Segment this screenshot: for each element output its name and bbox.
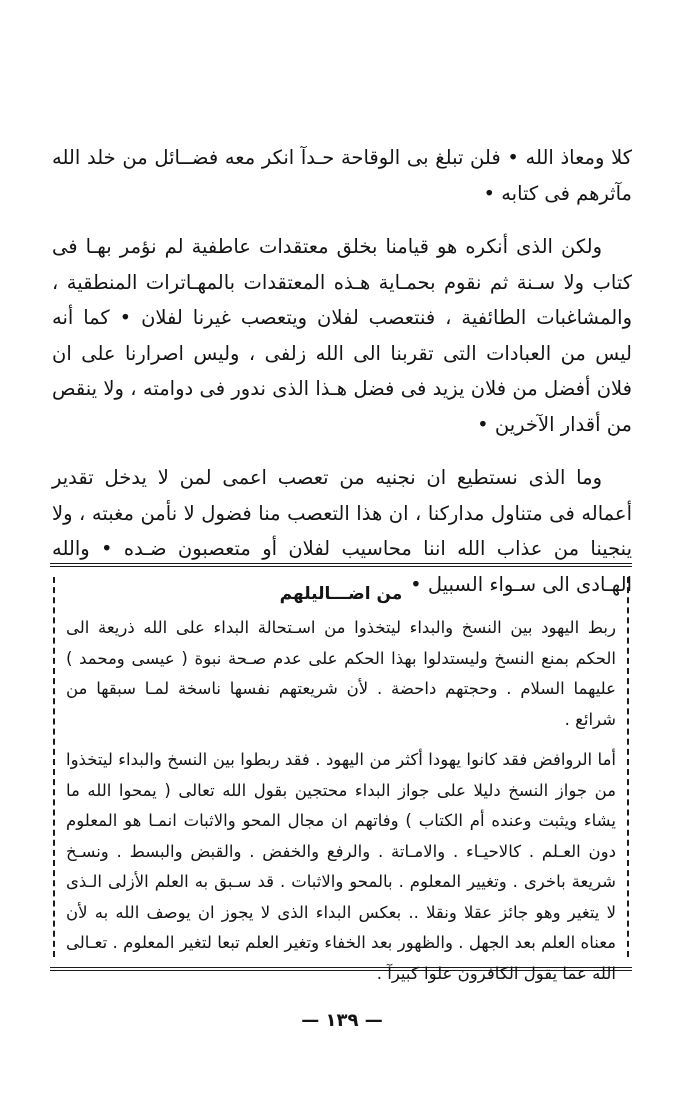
paragraph-1: كلا ومعاذ الله • فلن تبلغ بى الوقاحة حـدآ انكر معه فضــائل من خلد الله مآثرهم فى كتابه • — [52, 146, 632, 205]
box-paragraph-2: أما الروافض فقد كانوا يهودا أكثر من اليهود . فقد ربطوا بين النسخ والبداء ليتخذوا من جواز النسخ دليلا على جواز البداء محتجين بقول الله تعالى ( يمحوا الله ما يشاء ويثبت وعنده أم الكتاب ) وفاتهم ان مجال المحو والاثبات انمـا هو المعلوم دون العـلم . كالاحيـاء . والامـاتة . والرفع والخفض . والقبض والبسط . ونسـخ شريعة باخرى . وتغيير المعلوم . بالمحو والاثبات . قد سـبق به العلم الأزلى الـذى لا يتغير وهو جائز عقلا ونقلا .. بعكس البداء الذى لا يجوز ان يوصف الله به لأن معناه العلم بعد الجهل . والظهور بعد الخفاء وتغير العلم تبعا لتغير المعلوم . تعـالى الله عما يقول الكافرون علوا كبيرآ . — [66, 750, 616, 983]
box-title: من اضـــاليلهم — [279, 584, 403, 604]
box-paragraph-1: ربط اليهود بين النسخ والبداء ليتخذوا من اسـتحالة البداء على الله ذريعة الى الحكم بمنع النسخ وليستدلوا بهذا الحكم على عدم صـحة نبوة ( عيسى ومحمد ) عليهما السلام . وحجتهم داحضة . لأن شريعتهم نفسها ناسخة لمـا سبقها من شرائع . — [66, 618, 616, 729]
paragraph-3: وما الذى نستطيع ان نجنيه من تعصب اعمى لمن لا يدخل تقدير أعماله فى متناول مداركنا ، ان هذا التعصب منا فضول لا نأمن مغبته ، ولا ينجينا من عذاب الله اننا محاسيب لفلان أو متعصبون ضـده • والله الهـادى الى سـواء السبيل • — [52, 466, 632, 596]
main-text-block — [52, 140, 632, 620]
sidebar-box — [50, 563, 632, 983]
paragraph-2: ولكن الذى أنكره هو قيامنا بخلق معتقدات عاطفية لم نؤمر بهـا فى كتاب ولا سـنة ثم نقوم بحمـاية هـذه المعتقدات بالمهـاترات المنطقية ، والمشاغبات الطائفية ، فنتعصب لفلان ويتعصب غيرنا لفلان • كما أنه ليس من العبادات التى تقربنا الى الله زلفى ، وليس اصرارنا على ان فلان أفضل من فلان يزيد فى فضل هـذا الذى ندور فى دوامته ، ولا ينقص من أقدار الآخرين • — [52, 235, 632, 436]
sidebar-box-content — [66, 581, 616, 999]
page-number: — ١٣٩ — — [301, 1010, 383, 1031]
